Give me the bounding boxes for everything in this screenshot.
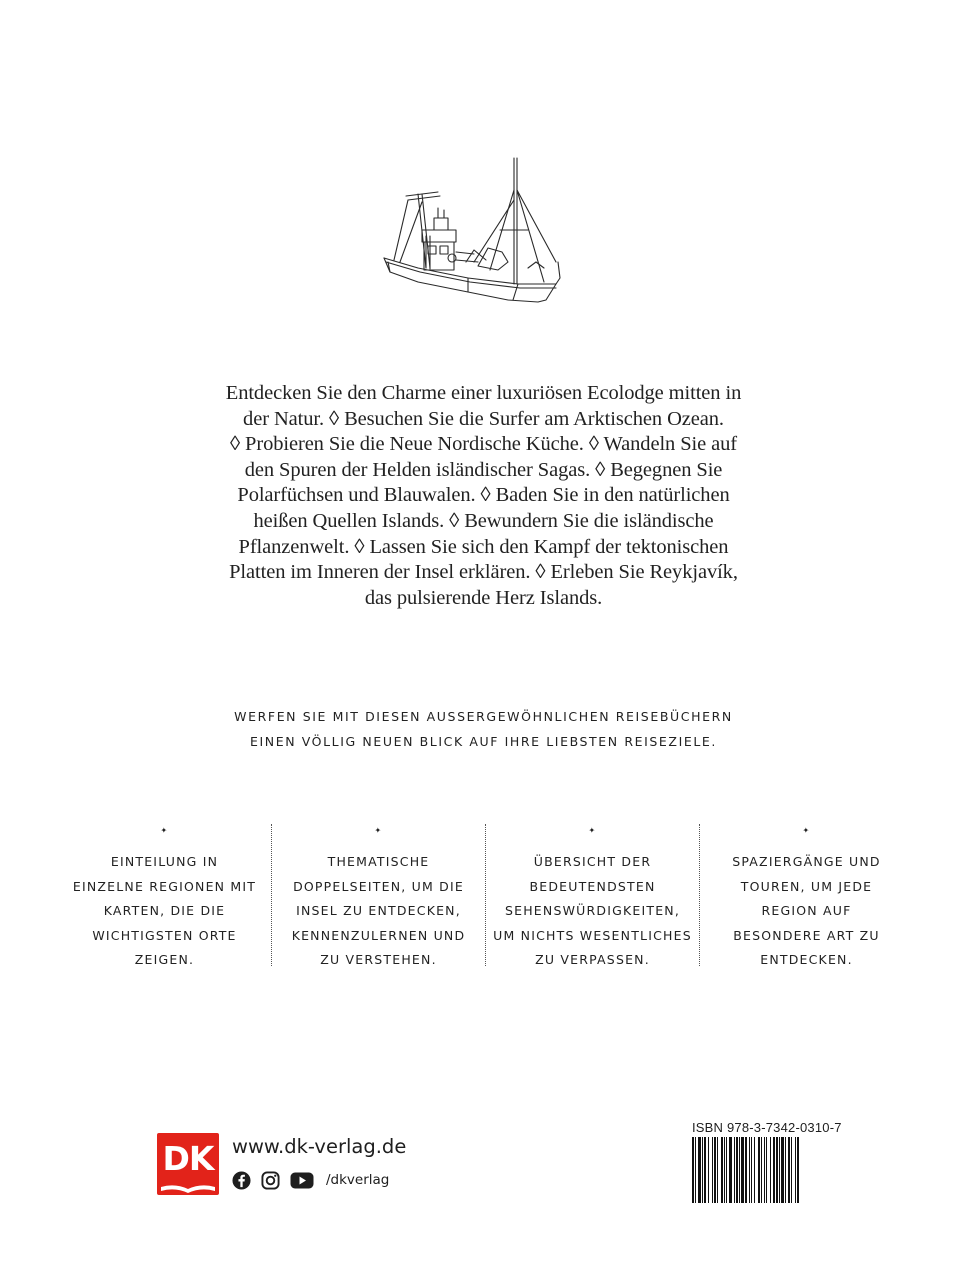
feature-line: ZU VERSTEHEN. <box>320 952 437 967</box>
barcode-bar <box>714 1137 716 1203</box>
barcode-bar <box>779 1137 780 1203</box>
blurb-line: Pflanzenwelt. ◊ Lassen Sie sich den Kampf der tektonischen <box>238 535 729 558</box>
blurb-line: den Spuren der Helden isländischer Sagas. ◊ Begegnen Sie <box>244 458 723 481</box>
barcode-bar <box>712 1137 713 1203</box>
barcode-bar <box>781 1137 784 1203</box>
feature-line: ZU VERPASSEN. <box>535 952 650 967</box>
barcode-bar <box>741 1137 744 1203</box>
barcode-bar <box>698 1137 701 1203</box>
feature-line: SPAZIERGÄNGE UND <box>732 854 881 869</box>
barcode-bar <box>726 1137 727 1203</box>
barcode-bar <box>773 1137 775 1203</box>
barcode-bar <box>721 1137 723 1203</box>
feature-line: THEMATISCHE <box>327 854 430 869</box>
blurb-line: der Natur. ◊ Besuchen Sie die Surfer am Arktischen Ozean. <box>243 407 724 430</box>
feature-line: TOUREN, UM JEDE <box>740 878 873 894</box>
feature-line: SEHENSWÜRDIGKEITEN, <box>504 903 681 918</box>
tagline <box>100 704 867 754</box>
feature-line: INSEL ZU ENTDECKEN, <box>296 903 461 918</box>
barcode-bar <box>751 1137 752 1203</box>
blurb-line: Entdecken Sie den Charme einer luxuriösen Ecolodge mitten in <box>225 382 742 404</box>
barcode-bar <box>729 1137 732 1203</box>
isbn-block <box>692 1120 842 1203</box>
barcode-bar <box>717 1137 718 1203</box>
blurb-line: ◊ Probieren Sie die Neue Nordische Küche. ◊ Wandeln Sie auf <box>229 433 738 456</box>
feature-line: REGION AUF <box>761 903 852 918</box>
barcode-bar <box>745 1137 747 1203</box>
tagline-line: WERFEN SIE MIT DIESEN AUSSERGEWÖHNLICHEN REISEBÜCHERN <box>234 709 733 724</box>
feature-line: KARTEN, DIE DIE <box>103 903 226 918</box>
barcode-bar <box>766 1137 767 1203</box>
feature-line: WICHTIGSTEN ORTE <box>92 927 237 943</box>
feature-line: EINTEILUNG IN <box>110 854 219 869</box>
feature-regions <box>58 820 271 970</box>
barcode-bar <box>695 1137 696 1203</box>
feature-thematic <box>272 820 485 970</box>
barcode-bar <box>754 1137 755 1203</box>
dk-logo <box>157 1133 219 1195</box>
feature-walks <box>700 820 913 970</box>
website-link[interactable]: www.dk-verlag.de <box>232 1135 407 1158</box>
dk-logo-text: DK <box>162 1139 214 1178</box>
barcode-bar <box>736 1137 738 1203</box>
feature-line: BESONDERE ART ZU <box>733 927 880 943</box>
isbn-label: ISBN 978-3-7342-0310-7 <box>692 1120 842 1135</box>
diamond-icon: ✦ <box>160 826 169 835</box>
facebook-icon[interactable] <box>232 1171 251 1190</box>
social-handle[interactable]: /dkverlag <box>326 1172 390 1188</box>
blurb-line: Polarfüchsen und Blauwalen. ◊ Baden Sie in den natürlichen <box>237 484 730 507</box>
diamond-icon: ✦ <box>802 826 811 835</box>
blurb-line: heißen Quellen Islands. ◊ Bewundern Sie die isländische <box>253 509 714 532</box>
feature-line: ÜBERSICHT DER <box>533 854 652 869</box>
barcode-bar <box>797 1137 799 1203</box>
instagram-icon[interactable] <box>261 1171 280 1190</box>
barcode-bar <box>764 1137 765 1203</box>
feature-line: ZEIGEN. <box>134 952 195 967</box>
blurb-line: Platten im Inneren der Insel erklären. ◊ Erleben Sie Reykjavík, <box>229 561 738 584</box>
book-icon <box>157 1183 219 1195</box>
feature-line: DOPPELSEITEN, UM DIE <box>293 878 464 894</box>
barcode-bar <box>770 1137 771 1203</box>
barcode-bar <box>791 1137 792 1203</box>
barcode-bar <box>785 1137 786 1203</box>
diamond-icon: ✦ <box>588 826 597 835</box>
barcode-bar <box>692 1137 694 1203</box>
feature-line: UM NICHTS WESENTLICHES <box>493 927 692 943</box>
feature-columns <box>58 820 913 970</box>
barcode-bar <box>795 1137 796 1203</box>
youtube-icon[interactable] <box>290 1171 314 1190</box>
diamond-icon: ✦ <box>374 826 383 835</box>
barcode-bar <box>749 1137 750 1203</box>
barcode-bar <box>761 1137 762 1203</box>
fishing-boat-illustration <box>378 150 590 310</box>
barcode-bar <box>724 1137 725 1203</box>
feature-sights <box>486 820 699 970</box>
barcode-bar <box>734 1137 735 1203</box>
feature-line: KENNENZULERNEN UND <box>291 927 466 943</box>
feature-line: EINZELNE REGIONEN MIT <box>72 878 257 894</box>
barcode-bar <box>758 1137 760 1203</box>
feature-line: ENTDECKEN. <box>760 952 853 967</box>
feature-line: BEDEUTENDSTEN <box>529 878 656 894</box>
barcode-bar <box>704 1137 706 1203</box>
barcode-bar <box>788 1137 790 1203</box>
blurb-text <box>180 381 787 611</box>
blurb-line: das pulsierende Herz Islands. <box>364 586 603 609</box>
tagline-line: EINEN VÖLLIG NEUEN BLICK AUF IHRE LIEBSTEN REISEZIELE. <box>249 734 718 749</box>
barcode-bar <box>702 1137 703 1203</box>
barcode-bar <box>776 1137 778 1203</box>
barcode-bar <box>708 1137 709 1203</box>
barcode <box>692 1137 838 1203</box>
social-links <box>232 1170 389 1190</box>
barcode-bar <box>739 1137 740 1203</box>
